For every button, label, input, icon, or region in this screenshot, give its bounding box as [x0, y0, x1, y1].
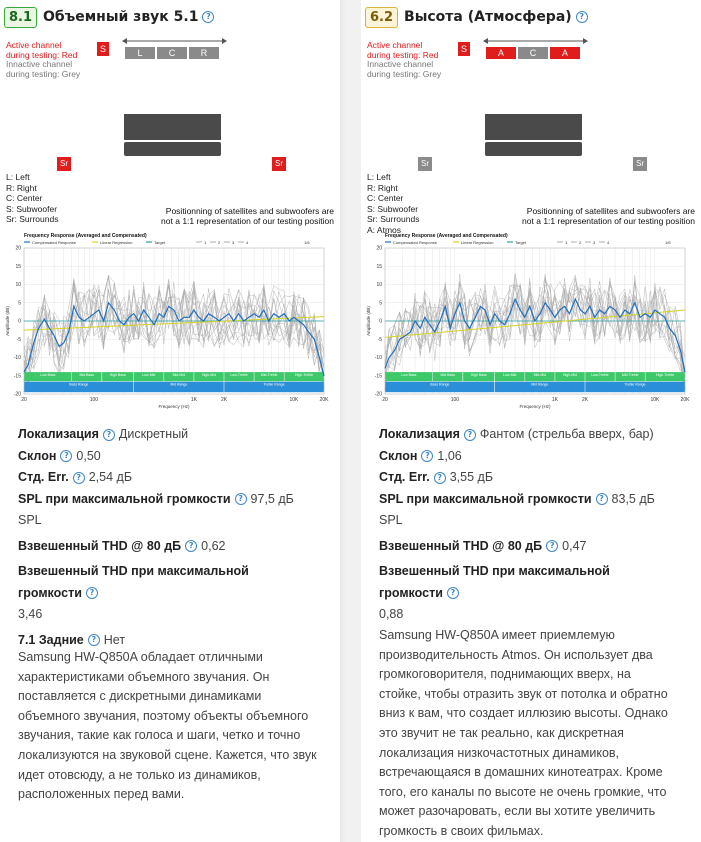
prop-71-rear: 7.1 Задние ? Нет [18, 632, 126, 647]
frequency-response-chart [4, 230, 336, 420]
x-tick-label: 20K [680, 397, 690, 403]
card-header [365, 6, 588, 28]
prop-thd-80: Взвешенный THD @ 80 дБ ? 0,62 [18, 538, 226, 553]
prop-thd-80: Взвешенный THD @ 80 дБ ? 0,47 [379, 538, 587, 553]
sofa-back [124, 114, 221, 140]
legend-label: 2 [579, 240, 582, 245]
surround-right-box: Sr [272, 157, 286, 171]
band-bottom-label: Treble Range [263, 382, 285, 387]
legend-label: 1/6 [304, 240, 310, 245]
prop-slope: Склон ? 1,06 [379, 448, 462, 463]
y-tick-label: 5 [18, 300, 21, 307]
band-bottom-label: Mid Range [170, 382, 188, 387]
properties-list [18, 424, 336, 651]
channel-legend: L: Left R: Right C: Center S: Subwoofer Sr: Surrounds A: Atmos [367, 172, 420, 235]
legend-label: 3 [593, 240, 596, 245]
band-bottom-label: Bass Range [430, 382, 450, 387]
legend-label: 3 [232, 240, 235, 245]
legend-label: 1 [204, 240, 207, 245]
help-icon[interactable]: ? [434, 472, 446, 484]
help-icon[interactable]: ? [235, 493, 247, 505]
prop-max-spl-unit: SPL [379, 513, 403, 527]
legend-label: 2 [218, 240, 221, 245]
band-top-label: High-Mid [201, 372, 216, 377]
channel-center-box: C [518, 47, 548, 59]
y-tick-label: -20 [374, 391, 382, 398]
band-bottom-label: Mid Range [531, 382, 549, 387]
channel-left-box: L [125, 47, 155, 59]
y-tick-label: 15 [376, 263, 382, 270]
score-badge: 8.1 [4, 7, 37, 28]
help-icon[interactable]: ? [464, 429, 476, 441]
y-tick-label: 0 [18, 318, 21, 325]
legend-label: 4 [607, 240, 610, 245]
card-header [4, 6, 214, 28]
y-tick-label: -10 [374, 355, 382, 361]
y-axis-label: Amplitude (dB) [366, 306, 371, 336]
x-tick-label: 2K [581, 397, 589, 403]
band-top-label: Mid-Mid [533, 372, 547, 377]
prop-max-spl-unit: SPL [18, 513, 42, 527]
prop-max-spl: SPL при максимальной громкости ? 97,5 дБ [18, 491, 294, 506]
soundbar-arrow [483, 36, 588, 46]
y-tick-label: -20 [13, 391, 21, 398]
help-icon[interactable]: ? [576, 11, 588, 23]
prop-thd-max-line2: громкости ? [379, 583, 697, 605]
sofa-seat [485, 142, 582, 156]
x-tick-label: 100 [89, 397, 99, 403]
surround-card [0, 0, 340, 842]
band-top-label: High-Treble [295, 372, 314, 377]
y-tick-label: -10 [13, 355, 21, 361]
prop-thd-max-line2: громкости ? [18, 583, 336, 605]
help-icon[interactable]: ? [60, 450, 72, 462]
x-axis-label: Frequency (Hz) [158, 404, 190, 409]
help-icon[interactable]: ? [103, 429, 115, 441]
height-card [361, 0, 701, 842]
legend-label: Target [515, 240, 527, 245]
prop-localization: Локализация ? Фантом (стрельба вверх, бар) [379, 427, 654, 441]
y-tick-label: -5 [377, 336, 382, 343]
x-tick-label: 100 [450, 397, 460, 403]
band-top-label: Mid Bass [79, 372, 94, 377]
band-top-label: Mid Bass [440, 372, 455, 377]
legend-label: 1/6 [665, 240, 671, 245]
legend-label: 4 [246, 240, 249, 245]
help-icon[interactable]: ? [546, 540, 558, 552]
x-axis-label: Frequency (Hz) [519, 404, 551, 409]
channel-atmos-left-box: A [486, 47, 516, 59]
band-top-label: Low-Mid [142, 372, 156, 377]
band-top-label: Mid-Treble [260, 372, 278, 377]
properties-list [379, 424, 697, 626]
help-icon[interactable]: ? [73, 472, 85, 484]
frequency-response-svg [4, 230, 336, 420]
positioning-note: Positionning of satellites and subwoofers are not a 1:1 representation of our testing position [522, 206, 695, 226]
prop-max-spl: SPL при максимальной громкости ? 83,5 дБ [379, 491, 655, 506]
x-tick-label: 2K [220, 397, 228, 403]
band-top-label: High-Treble [656, 372, 675, 377]
help-icon[interactable]: ? [421, 450, 433, 462]
help-icon[interactable]: ? [447, 587, 459, 599]
positioning-note: Positionning of satellites and subwoofers are not a 1:1 representation of our testing position [161, 206, 334, 226]
x-tick-label: 1K [551, 397, 558, 403]
inactive-legend: Innactive channel during testing: Grey [367, 59, 442, 79]
help-icon[interactable]: ? [88, 634, 100, 646]
frequency-response-chart [365, 230, 697, 420]
x-tick-label: 20 [382, 397, 388, 403]
legend-label: Target [154, 240, 166, 245]
speaker-diagram [4, 34, 336, 230]
band-top-label: Low Bass [401, 372, 417, 377]
band-bottom-label: Bass Range [69, 382, 89, 387]
subwoofer-box: S [458, 42, 470, 56]
speaker-diagram [365, 34, 697, 235]
band-top-label: Low-Treble [591, 372, 609, 377]
legend-label: 1 [565, 240, 568, 245]
band-top-label: Low Bass [40, 372, 56, 377]
prop-thd-max: Взвешенный THD при максимальной [18, 564, 249, 578]
chart-title: Frequency Response (Averaged and Compensated) [385, 233, 508, 239]
x-tick-label: 10K [650, 397, 660, 403]
surround-right-box: Sr [633, 157, 647, 171]
y-axis-label: Amplitude (dB) [5, 306, 10, 336]
help-icon[interactable]: ? [596, 493, 608, 505]
channel-atmos-right-box: A [550, 47, 580, 59]
score-badge: 6.2 [365, 7, 398, 28]
help-icon[interactable]: ? [202, 11, 214, 23]
card-title: Объемный звук 5.1 [43, 9, 199, 25]
soundbar-arrow [122, 36, 227, 46]
x-tick-label: 10K [289, 397, 299, 403]
band-top-label: Mid-Mid [172, 372, 186, 377]
prop-localization: Локализация ? Дискретный [18, 427, 189, 441]
y-tick-label: 5 [379, 300, 382, 307]
chart-title: Frequency Response (Averaged and Compensated) [24, 233, 147, 239]
card-title: Высота (Атмосфера) [404, 9, 572, 25]
active-legend: Active channel during testing: Red [367, 40, 439, 60]
band-bottom-label: Treble Range [624, 382, 646, 387]
prop-std-err: Стд. Err. ? 2,54 дБ [18, 470, 133, 484]
prop-thd-max: Взвешенный THD при максимальной [379, 564, 610, 578]
card-shadow [340, 0, 346, 842]
surround-left-box: Sr [57, 157, 71, 171]
y-tick-label: -5 [16, 336, 21, 343]
prop-std-err: Стд. Err. ? 3,55 дБ [379, 470, 494, 484]
legend-label: Linear Regression [100, 240, 133, 245]
band-top-label: High Bass [470, 372, 487, 377]
channel-right-box: R [189, 47, 219, 59]
frequency-response-svg [365, 230, 697, 420]
legend-label: Compensated Response [393, 240, 438, 245]
x-tick-label: 1K [190, 397, 197, 403]
prop-thd-max-value: 3,46 [18, 607, 43, 621]
help-icon[interactable]: ? [86, 587, 98, 599]
y-tick-label: -15 [13, 373, 21, 380]
legend-label: Compensated Response [32, 240, 77, 245]
sofa-back [485, 114, 582, 140]
band-top-label: Mid-Treble [621, 372, 639, 377]
band-top-label: High-Mid [562, 372, 577, 377]
description: Samsung HW-Q850A имеет приемлемую производительность Atmos. Он использует два громкоговорителя, поднимающих вверх, на стойке, чтобы отразить звук от потолка и обратно вниз к вам, что создает иллюзию высоты. Однако это звучит не так реально, как дискретная локализация низкочастотных динамиков, встречающаяся в домашних кинотеатрах. Кроме того, его каналы по высоте не очень громкие, что может разочаровать, если вы хотите увеличить громкость в своих фильмах. [379, 628, 668, 838]
y-tick-label: 10 [376, 282, 382, 288]
y-tick-label: 15 [15, 263, 21, 270]
y-tick-label: 20 [15, 245, 21, 252]
y-tick-label: 0 [379, 318, 382, 325]
channel-legend: L: Left R: Right C: Center S: Subwoofer Sr: Surrounds [6, 172, 59, 224]
inactive-legend: Innactive channel during testing: Grey [6, 59, 81, 79]
band-top-label: Low-Mid [503, 372, 517, 377]
y-tick-label: 20 [376, 245, 382, 252]
prop-thd-max-value: 0,88 [379, 607, 404, 621]
band-top-label: High Bass [109, 372, 126, 377]
x-tick-label: 20K [319, 397, 329, 403]
channel-center-box: C [157, 47, 187, 59]
description: Samsung HW-Q850A обладает отличными характеристиками объемного звучания. Он поставляется с дискретными динамиками объемного звучания, поэтому объекты объемного звучания, такие как голоса и шаги, четко и точно локализуются на звуковой сцене. Кажется, что звук идет отовсюду, а не только из динамиков, расположенных перед вами. [18, 650, 317, 802]
surround-left-box: Sr [418, 157, 432, 171]
legend-label: Linear Regression [461, 240, 494, 245]
sofa-seat [124, 142, 221, 156]
subwoofer-box: S [97, 42, 109, 56]
y-tick-label: -15 [374, 373, 382, 380]
y-tick-label: 10 [15, 282, 21, 288]
active-legend: Active channel during testing: Red [6, 40, 78, 60]
x-tick-label: 20 [21, 397, 27, 403]
prop-slope: Склон ? 0,50 [18, 448, 101, 463]
band-top-label: Low-Treble [230, 372, 248, 377]
help-icon[interactable]: ? [185, 540, 197, 552]
